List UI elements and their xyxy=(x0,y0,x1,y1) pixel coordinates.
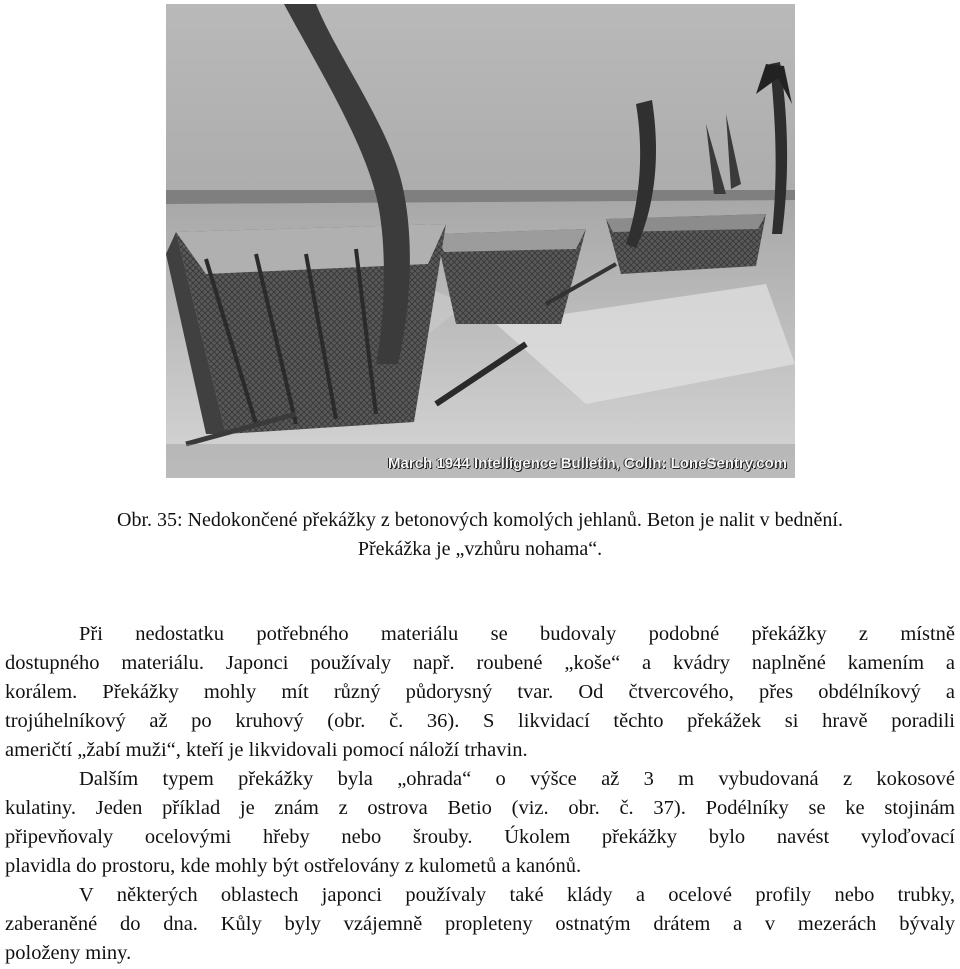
text-line: Dalším typem překážky byla „ohrada“ o výšce až 3 m vybudovaná z kokosové xyxy=(79,768,955,790)
text-line: korálem. Překážky mohly mít různý půdorysný tvar. Od čtvercového, přes obdélníkový a xyxy=(5,681,955,703)
text-line: dostupného materiálu. Japonci používaly např. roubené „koše“ a kvádry naplněné kamením a xyxy=(5,652,955,674)
paragraph xyxy=(5,620,955,765)
text-line: kulatiny. Jeden příklad je znám z ostrova Betio (viz. obr. č. 37). Podélníky se ke stojinám xyxy=(5,797,955,819)
text-line: plavidla do prostoru, kde mohly být ostřelovány z kulometů a kanónů. xyxy=(5,855,582,877)
text-line: Při nedostatku potřebného materiálu se budovaly podobné překážky z místně xyxy=(79,623,955,645)
body-text xyxy=(5,620,955,968)
text-line: zaberaněné do dna. Kůly byly vzájemně propleteny ostnatým drátem a v mezerách bývaly xyxy=(5,913,955,935)
photo-credit: March 1944 Intelligence Bulletin, Colln: LoneSentry.com xyxy=(388,455,787,472)
obstacles-photo xyxy=(166,4,795,478)
text-line: položeny miny. xyxy=(5,942,132,964)
photo-artwork xyxy=(166,4,795,478)
caption-line: Obr. 35: Nedokončené překážky z betonových komolých jehlanů. Beton je nalit v bednění. xyxy=(117,509,843,531)
text-line: trojúhelníkový až po kruhový (obr. č. 36). S likvidací těchto překážek si hravě poradili xyxy=(5,710,955,732)
text-line: američtí „žabí muži“, kteří je likvidovali pomocí náloží trhavin. xyxy=(5,739,528,761)
caption-line: Překážka je „vzhůru nohama“. xyxy=(357,538,603,560)
text-line: připevňovaly ocelovými hřeby nebo šrouby. Úkolem překážky bylo navést vyloďovací xyxy=(5,826,955,848)
paragraph xyxy=(5,765,955,881)
text-line: V některých oblastech japonci používaly také klády a ocelové profily nebo trubky, xyxy=(79,884,955,906)
figure-caption xyxy=(40,506,920,564)
paragraph xyxy=(5,881,955,968)
